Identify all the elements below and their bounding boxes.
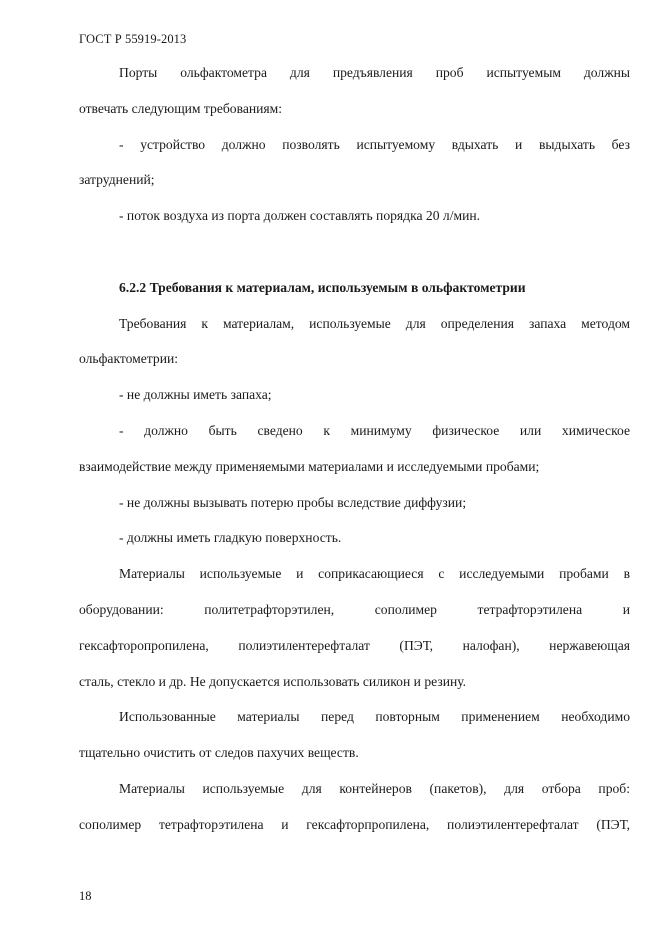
text-line: затруднений; <box>79 172 155 188</box>
text-line: Требования к материалам, используемые для определения запаха методом <box>119 315 630 331</box>
text-line: гексафторопропилена, полиэтилентерефталат (ПЭТ, налофан), нержавеющая <box>79 637 630 653</box>
list-item: - не должны вызывать потерю пробы вследствие диффузии; <box>119 494 467 510</box>
text-line: - поток воздуха из порта должен составлять порядка 20 л/мин. <box>119 208 481 224</box>
text-line: тщательно очистить от следов пахучих веществ. <box>79 745 359 761</box>
list-item: - должны иметь гладкую поверхность. <box>119 530 342 546</box>
list-item: - не должны иметь запаха; <box>119 387 272 403</box>
text-line: Использованные материалы перед повторным применением необходимо <box>119 709 630 725</box>
document-header: ГОСТ Р 55919-2013 <box>79 32 187 46</box>
text-line: Материалы используемые для контейнеров (пакетов), для отбора проб: <box>119 780 630 796</box>
list-item: - должно быть сведено к минимуму физическое или химическое <box>119 422 630 438</box>
text-line: оборудовании: политетрафторэтилен, сополимер тетрафторэтилена и <box>79 601 630 617</box>
text-line: Порты ольфактометра для предъявления проб испытуемым должны <box>119 65 630 80</box>
text-line: сталь, стекло и др. Не допускается использовать силикон и резину. <box>79 673 467 689</box>
section-heading: 6.2.2 Требования к материалам, используемым в ольфактометрии <box>119 279 526 295</box>
text-line: взаимодействие между применяемыми материалами и исследуемыми пробами; <box>79 458 540 474</box>
text-line: - устройство должно позволять испытуемому вдыхать и выдыхать без <box>119 136 630 152</box>
text-line: отвечать следующим требованиям: <box>79 100 283 116</box>
page-number: 18 <box>79 889 92 903</box>
blank-line <box>79 238 630 274</box>
text-line: ольфактометрии: <box>79 351 179 367</box>
document-body <box>79 59 630 847</box>
text-line: Материалы используемые и соприкасающиеся с исследуемыми пробами в <box>119 566 630 582</box>
text-line: сополимер тетрафторэтилена и гексафторпропилена, полиэтилентерефталат (ПЭТ, <box>79 816 630 832</box>
